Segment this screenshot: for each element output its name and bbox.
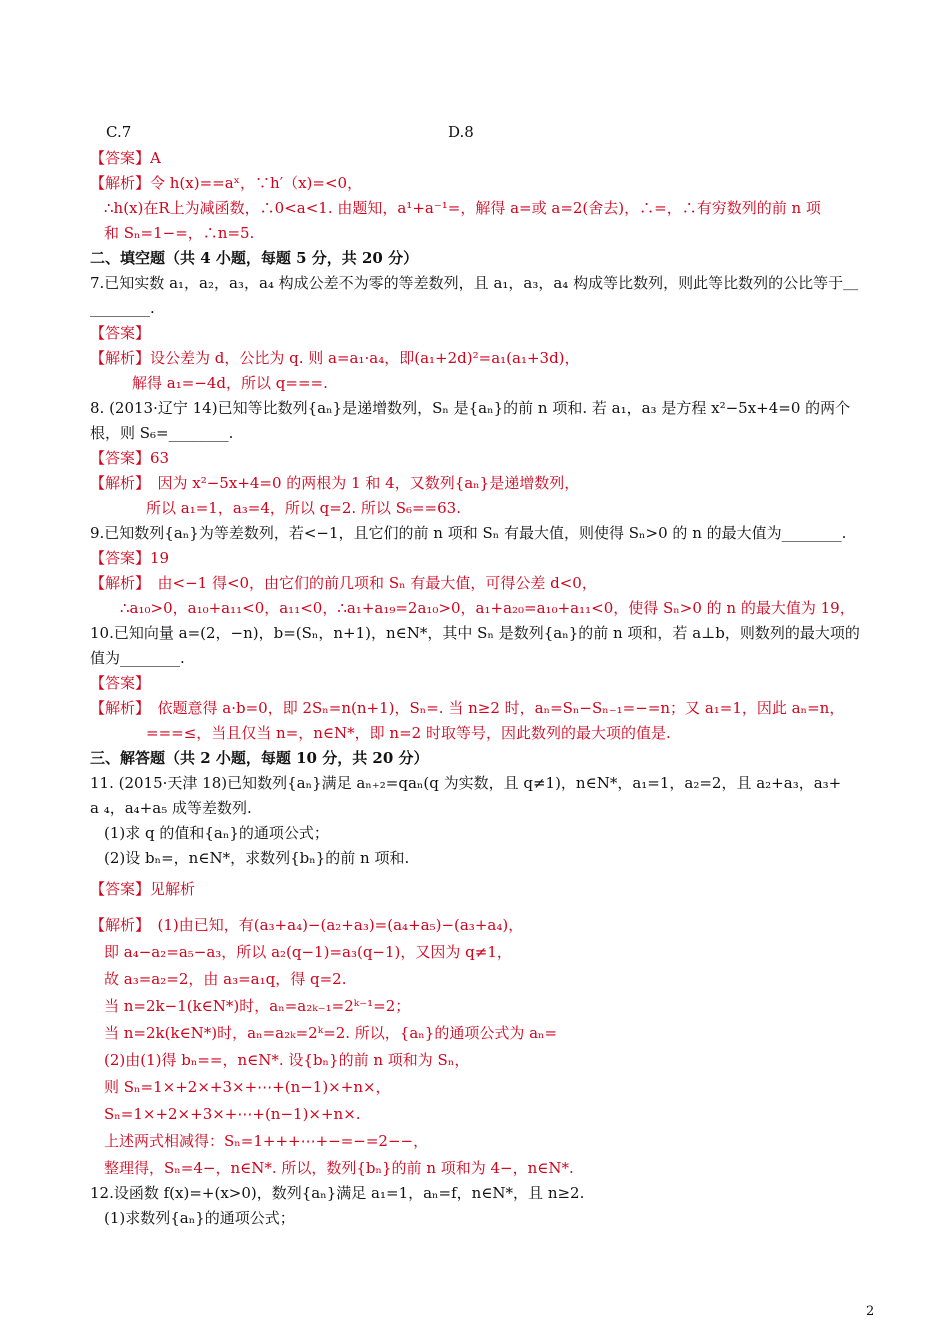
text-line: 二、填空题（共 4 小题，每题 5 分，共 20 分） [90,249,419,267]
text-line: 【解析】令 h(x)==aˣ，∵h′（x)=<0， [90,174,363,192]
text-line: (2)由(1)得 bₙ==，n∈N*. 设{bₙ}的前 n 项和为 Sₙ， [104,1051,470,1069]
text-line: 9.已知数列{aₙ}为等差数列，若<−1，且它们的前 n 项和 Sₙ 有最大值，则使得 Sₙ>0 的 n 的最大值为________. [90,524,847,542]
text-line: 【答案】A [90,149,161,167]
text-line: (1)求 q 的值和{aₙ}的通项公式； [104,824,329,842]
text-line: a ₄，a₄+a₅ 成等差数列. [90,799,252,817]
text-line: 10.已知向量 a=(2，−n)，b=(Sₙ，n+1)，n∈N*，其中 Sₙ 是数列{aₙ}的前 n 项和，若 a⊥b，则数列的最大项的 [90,624,860,642]
text-line: 故 a₃=a₂=2，由 a₃=a₁q，得 q=2. [104,970,347,988]
text-line: 即 a₄−a₂=a₅−a₃，所以 a₂(q−1)=a₃(q−1)，又因为 q≠1， [104,943,512,961]
text-line: C.7 [106,123,132,141]
text-line: 11. (2015·天津 18)已知数列{aₙ}满足 aₙ₊₂=qaₙ(q 为实数，且 q≠1)，n∈N*，a₁=1，a₂=2，且 a₂+a₃，a₃+ [90,774,842,792]
text-line: 解得 a₁=−4d，所以 q===. [132,374,328,392]
text-line: 则 Sₙ=1×+2×+3×+⋯+(n−1)×+n×， [104,1078,391,1096]
text-line: 上述两式相减得：Sₙ=1+++⋯+−=−=2−−， [104,1132,429,1150]
text-line: 三、解答题（共 2 小题，每题 10 分，共 20 分） [90,749,429,767]
text-line: ∴h(x)在R上为减函数，∴0<a<1. 由题知，a¹+a⁻¹=，解得 a=或 a=2(舍去)，∴=，∴有穷数列的前 n 项 [104,199,821,217]
text-line: 【解析】 由<−1 得<0，由它们的前几项和 Sₙ 有最大值，可得公差 d<0， [90,574,597,592]
text-line: 当 n=2k(k∈N*)时，aₙ=a₂ₖ=2ᵏ=2. 所以，{aₙ}的通项公式为 aₙ= [104,1024,558,1042]
text-line: 12.设函数 f(x)=+(x>0)，数列{aₙ}满足 a₁=1，aₙ=f，n∈N*，且 n≥2. [90,1184,585,1202]
text-line: 【解析】 依题意得 a·b=0，即 2Sₙ=n(n+1)，Sₙ=. 当 n≥2 时，aₙ=Sₙ−Sₙ₋₁=−=n；又 a₁=1，因此 aₙ=n， [90,699,845,717]
text-line: ________. [90,299,155,317]
text-line: 整理得，Sₙ=4−，n∈N*. 所以，数列{bₙ}的前 n 项和为 4−，n∈N*. [104,1159,574,1177]
text-line: (1)求数列{aₙ}的通项公式； [104,1209,295,1227]
text-line: 【答案】 [90,324,151,342]
text-line: 根，则 S₆=________. [90,424,234,442]
text-line: 和 Sₙ=1−=，∴n=5. [104,224,255,242]
text-line: (2)设 bₙ=，n∈N*，求数列{bₙ}的前 n 项和. [104,849,410,867]
text-line: 【解析】 (1)由已知，有(a₃+a₄)−(a₂+a₃)=(a₄+a₅)−(a₃+a₄)， [90,916,524,934]
text-line: 【答案】19 [90,549,170,567]
text-line: 【解析】 因为 x²−5x+4=0 的两根为 1 和 4，又数列{aₙ}是递增数列， [90,474,580,492]
text-line: 值为________. [90,649,185,667]
text-line: 当 n=2k−1(k∈N*)时，aₙ=a₂ₖ₋₁=2ᵏ⁻¹=2； [104,997,411,1015]
text-line: Sₙ=1×+2×+3×+⋯+(n−1)×+n×. [104,1105,361,1123]
text-line: ===≤，当且仅当 n=，n∈N*，即 n=2 时取等号，因此数列的最大项的值是. [146,724,671,742]
text-line: 所以 a₁=1，a₃=4，所以 q=2. 所以 S₆==63. [146,499,461,517]
text-line: 【解析】设公差为 d，公比为 q. 则 a=a₁·a₄，即(a₁+2d)²=a₁(a₁+3d)， [90,349,580,367]
text-line: 【答案】63 [90,449,170,467]
page-number: 2 [866,1304,875,1319]
text-line: 7.已知实数 a₁，a₂，a₃，a₄ 构成公差不为零的等差数列，且 a₁，a₃，a₄ 构成等比数列，则此等比数列的公比等于＿ [90,274,859,292]
text-line: 【答案】见解析 [90,880,196,898]
text-line: 8. (2013·辽宁 14)已知等比数列{aₙ}是递增数列，Sₙ 是{aₙ}的前 n 项和. 若 a₁，a₃ 是方程 x²−5x+4=0 的两个 [90,399,851,417]
text-line: ∴a₁₀>0，a₁₀+a₁₁<0，a₁₁<0，∴a₁+a₁₉=2a₁₀>0，a₁+a₂₀=a₁₀+a₁₁<0，使得 Sₙ>0 的 n 的最大值为 19， [120,599,855,617]
text-line: D.8 [448,123,474,141]
text-line: 【答案】 [90,674,151,692]
